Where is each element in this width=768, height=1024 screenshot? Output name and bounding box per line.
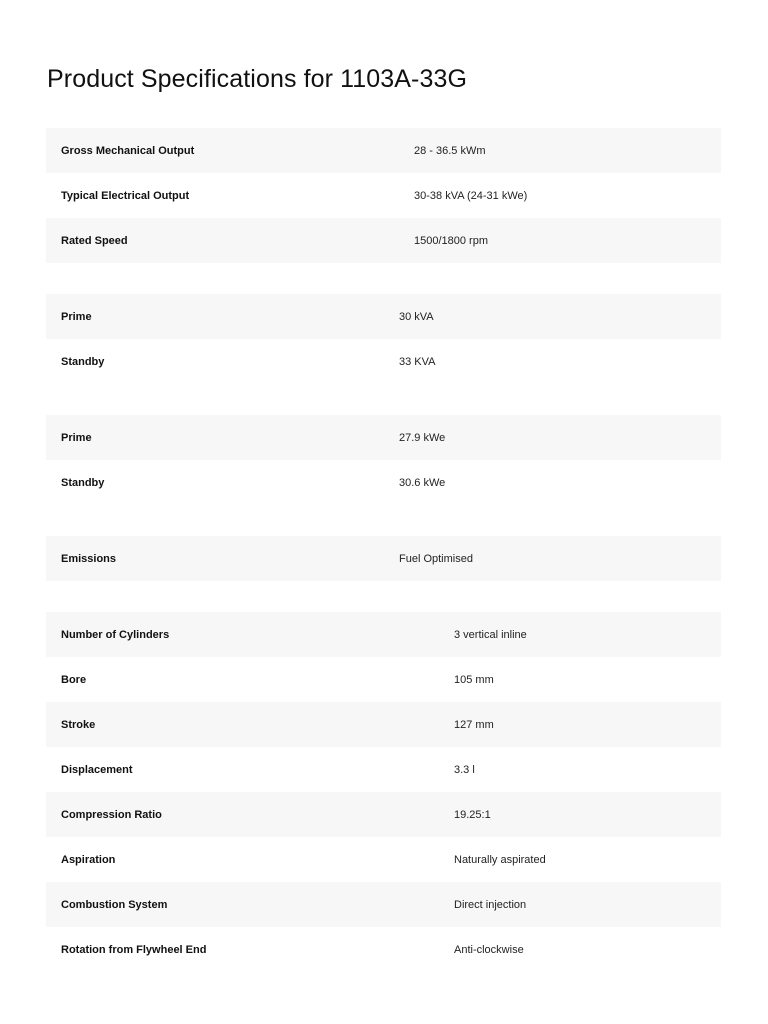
spec-row-rotation-from-flywheel-end	[46, 927, 721, 972]
spec-row-bore	[46, 657, 721, 702]
spec-table-engine	[46, 612, 721, 972]
spec-value: Naturally aspirated	[454, 853, 546, 866]
spec-label: Standby	[61, 355, 105, 368]
spec-row-prime-kwe	[46, 415, 721, 460]
spec-table-performance	[46, 128, 721, 263]
spec-value: 27.9 kWe	[399, 431, 446, 444]
spec-row-aspiration	[46, 837, 721, 882]
spec-row-compression-ratio	[46, 792, 721, 837]
spec-value: 3.3 l	[454, 763, 475, 776]
page-title: Product Specifications for 1103A-33G	[47, 65, 468, 93]
spec-row-rated-speed	[46, 218, 721, 263]
spec-row-stroke	[46, 702, 721, 747]
spec-row-combustion-system	[46, 882, 721, 927]
spec-label: Emissions	[61, 552, 117, 565]
spec-value: 30-38 kVA (24-31 kWe)	[414, 189, 528, 202]
spec-value: 28 - 36.5 kWm	[414, 144, 486, 157]
spec-label: Gross Mechanical Output	[61, 144, 195, 157]
spec-table-emissions	[46, 536, 721, 581]
spec-value: 127 mm	[454, 718, 494, 731]
spec-value: 105 mm	[454, 673, 494, 686]
spec-table-kva	[46, 294, 721, 384]
spec-label: Compression Ratio	[61, 808, 162, 821]
spec-label: Rated Speed	[61, 234, 128, 247]
spec-label: Combustion System	[61, 898, 168, 911]
spec-value: 30.6 kWe	[399, 476, 446, 489]
spec-row-emissions	[46, 536, 721, 581]
spec-value: 1500/1800 rpm	[414, 234, 488, 247]
spec-row-standby-kva	[46, 339, 721, 384]
spec-label: Stroke	[61, 718, 96, 731]
spec-row-standby-kwe	[46, 460, 721, 505]
spec-value: 30 kVA	[399, 310, 434, 323]
spec-value: 33 KVA	[399, 355, 436, 368]
spec-value: 19.25:1	[454, 808, 491, 821]
spec-row-gross-mechanical-output	[46, 128, 721, 173]
spec-row-number-of-cylinders	[46, 612, 721, 657]
spec-label: Bore	[61, 673, 87, 686]
spec-label: Standby	[61, 476, 105, 489]
spec-value: Anti-clockwise	[454, 943, 524, 956]
spec-label: Displacement	[61, 763, 133, 776]
spec-table-kwe	[46, 415, 721, 505]
spec-label: Rotation from Flywheel End	[61, 943, 207, 956]
spec-label: Number of Cylinders	[61, 628, 170, 641]
spec-row-typical-electrical-output	[46, 173, 721, 218]
spec-value: Direct injection	[454, 898, 527, 911]
spec-label: Prime	[61, 431, 92, 444]
spec-label: Typical Electrical Output	[61, 189, 190, 202]
spec-value: 3 vertical inline	[454, 628, 527, 641]
spec-label: Prime	[61, 310, 92, 323]
spec-row-prime-kva	[46, 294, 721, 339]
spec-row-displacement	[46, 747, 721, 792]
spec-label: Aspiration	[61, 853, 116, 866]
spec-value: Fuel Optimised	[399, 552, 473, 565]
